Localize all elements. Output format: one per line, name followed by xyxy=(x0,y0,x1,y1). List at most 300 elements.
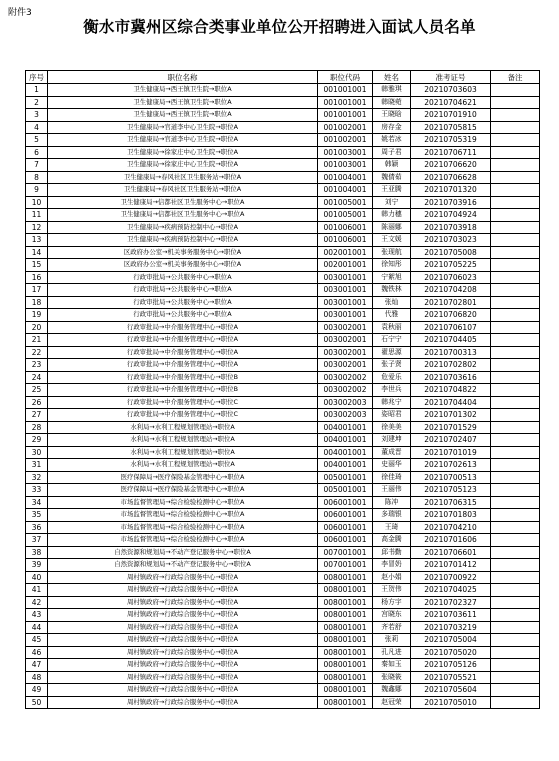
table-header-row xyxy=(26,71,540,84)
cell-ticket-number: 20210706628 xyxy=(411,171,491,184)
cell-position: 卫生健康局→疾病预防控制中心→职位A xyxy=(48,234,318,247)
cell-index: 42 xyxy=(26,596,48,609)
cell-index: 19 xyxy=(26,309,48,322)
cell-position: 行政审批局→公共服务中心→职位A xyxy=(48,271,318,284)
cell-ticket-number: 20210705815 xyxy=(411,121,491,134)
cell-name: 代雅 xyxy=(373,309,411,322)
cell-remarks xyxy=(491,371,540,384)
cell-remarks xyxy=(491,134,540,147)
cell-remarks xyxy=(491,171,540,184)
table-row xyxy=(26,146,540,159)
cell-position: 周村镇政府→行政综合服务中心→职位A xyxy=(48,659,318,672)
cell-position-code: 008001001 xyxy=(318,621,373,634)
cell-position: 周村镇政府→行政综合服务中心→职位A xyxy=(48,646,318,659)
cell-position-code: 003001001 xyxy=(318,296,373,309)
cell-ticket-number: 20210703616 xyxy=(411,371,491,384)
cell-ticket-number: 20210704208 xyxy=(411,284,491,297)
cell-position: 卫生健康局→徐家庄中心卫生院→职位A xyxy=(48,159,318,172)
cell-index: 16 xyxy=(26,271,48,284)
cell-position-code: 002001001 xyxy=(318,246,373,259)
cell-ticket-number: 20210705123 xyxy=(411,484,491,497)
header-name: 姓名 xyxy=(373,71,411,84)
cell-ticket-number: 20210700513 xyxy=(411,471,491,484)
cell-position-code: 008001001 xyxy=(318,646,373,659)
table-row xyxy=(26,434,540,447)
cell-index: 20 xyxy=(26,321,48,334)
cell-position-code: 006001001 xyxy=(318,496,373,509)
table-row xyxy=(26,659,540,672)
cell-name: 韩兆宁 xyxy=(373,396,411,409)
cell-name: 徐佳琦 xyxy=(373,471,411,484)
table-row xyxy=(26,459,540,472)
cell-ticket-number: 20210703611 xyxy=(411,609,491,622)
cell-ticket-number: 20210705604 xyxy=(411,684,491,697)
cell-position: 市场监督管理局→综合检验检测中心→职位A xyxy=(48,509,318,522)
cell-name: 宫晓东 xyxy=(373,609,411,622)
cell-ticket-number: 20210705521 xyxy=(411,671,491,684)
table-row xyxy=(26,84,540,97)
cell-index: 6 xyxy=(26,146,48,159)
cell-name: 陈冲 xyxy=(373,496,411,509)
table-row xyxy=(26,309,540,322)
cell-ticket-number: 20210704621 xyxy=(411,96,491,109)
cell-position-code: 001003001 xyxy=(318,159,373,172)
cell-position-code: 003002002 xyxy=(318,384,373,397)
cell-index: 13 xyxy=(26,234,48,247)
cell-position: 周村镇政府→行政综合服务中心→职位A xyxy=(48,696,318,709)
cell-ticket-number: 20210701529 xyxy=(411,421,491,434)
cell-remarks xyxy=(491,334,540,347)
cell-position: 卫生健康局→信都社区卫生服务中心→职位A xyxy=(48,209,318,222)
cell-position-code: 003001001 xyxy=(318,309,373,322)
cell-position-code: 008001001 xyxy=(318,696,373,709)
cell-position: 市场监督管理局→综合检验检测中心→职位A xyxy=(48,496,318,509)
cell-ticket-number: 20210703023 xyxy=(411,234,491,247)
cell-ticket-number: 20210704405 xyxy=(411,334,491,347)
cell-position: 区政府办公室→机关事务服务中心→职位A xyxy=(48,246,318,259)
cell-name: 魏铁林 xyxy=(373,284,411,297)
cell-position: 区政府办公室→机关事务服务中心→职位A xyxy=(48,259,318,272)
cell-remarks xyxy=(491,109,540,122)
cell-index: 17 xyxy=(26,284,48,297)
table-row xyxy=(26,521,540,534)
cell-index: 30 xyxy=(26,446,48,459)
cell-ticket-number: 20210704822 xyxy=(411,384,491,397)
cell-position: 行政审批局→中介服务管理中心→职位C xyxy=(48,409,318,422)
cell-ticket-number: 20210705319 xyxy=(411,134,491,147)
cell-position-code: 003001001 xyxy=(318,284,373,297)
cell-position: 医疗保障局→医疗保险基金管理中心→职位A xyxy=(48,471,318,484)
cell-name: 王琦 xyxy=(373,521,411,534)
cell-remarks xyxy=(491,434,540,447)
cell-remarks xyxy=(491,696,540,709)
table-row xyxy=(26,646,540,659)
cell-remarks xyxy=(491,559,540,572)
cell-ticket-number: 20210706620 xyxy=(411,159,491,172)
cell-remarks xyxy=(491,684,540,697)
cell-remarks xyxy=(491,571,540,584)
table-row xyxy=(26,334,540,347)
table-row xyxy=(26,121,540,134)
cell-position: 卫生健康局→官道李中心卫生院→职位A xyxy=(48,121,318,134)
cell-position: 行政审批局→中介服务管理中心→职位A xyxy=(48,359,318,372)
cell-index: 31 xyxy=(26,459,48,472)
cell-position-code: 004001001 xyxy=(318,434,373,447)
cell-ticket-number: 20210702407 xyxy=(411,434,491,447)
cell-position-code: 006001001 xyxy=(318,521,373,534)
cell-name: 宁絮旭 xyxy=(373,271,411,284)
cell-index: 49 xyxy=(26,684,48,697)
cell-position: 行政审批局→公共服务中心→职位A xyxy=(48,309,318,322)
cell-remarks xyxy=(491,184,540,197)
cell-name: 王晓晗 xyxy=(373,109,411,122)
cell-position-code: 003002001 xyxy=(318,321,373,334)
cell-remarks xyxy=(491,384,540,397)
cell-name: 危爱乐 xyxy=(373,371,411,384)
cell-name: 张现航 xyxy=(373,246,411,259)
cell-remarks xyxy=(491,621,540,634)
cell-remarks xyxy=(491,646,540,659)
table-row xyxy=(26,346,540,359)
cell-position-code: 003001001 xyxy=(318,271,373,284)
cell-index: 41 xyxy=(26,584,48,597)
table-row xyxy=(26,396,540,409)
table-row xyxy=(26,209,540,222)
cell-position: 行政审批局→中介服务管理中心→职位A xyxy=(48,346,318,359)
cell-position: 卫生健康局→徐家庄中心卫生院→职位A xyxy=(48,146,318,159)
cell-remarks xyxy=(491,421,540,434)
cell-index: 15 xyxy=(26,259,48,272)
cell-position: 水利局→水利工程规划管理站→职位A xyxy=(48,421,318,434)
cell-position-code: 007001001 xyxy=(318,559,373,572)
cell-position-code: 008001001 xyxy=(318,684,373,697)
cell-ticket-number: 20210705004 xyxy=(411,634,491,647)
cell-position: 周村镇政府→行政综合服务中心→职位A xyxy=(48,596,318,609)
cell-position-code: 004001001 xyxy=(318,421,373,434)
cell-index: 32 xyxy=(26,471,48,484)
cell-position: 行政审批局→中介服务管理中心→职位A xyxy=(48,334,318,347)
cell-remarks xyxy=(491,284,540,297)
cell-remarks xyxy=(491,596,540,609)
cell-index: 10 xyxy=(26,196,48,209)
cell-name: 韩雅琪 xyxy=(373,84,411,97)
table-row xyxy=(26,259,540,272)
cell-ticket-number: 20210705020 xyxy=(411,646,491,659)
cell-name: 魏倩茹 xyxy=(373,171,411,184)
cell-ticket-number: 20210701320 xyxy=(411,184,491,197)
cell-position: 行政审批局→中介服务管理中心→职位A xyxy=(48,321,318,334)
cell-ticket-number: 20210703918 xyxy=(411,221,491,234)
table-row xyxy=(26,134,540,147)
cell-position: 卫生健康局→西王镇卫生院→职位A xyxy=(48,96,318,109)
table-row xyxy=(26,696,540,709)
table-row xyxy=(26,609,540,622)
cell-position-code: 005001001 xyxy=(318,471,373,484)
cell-index: 38 xyxy=(26,546,48,559)
cell-position-code: 001006001 xyxy=(318,221,373,234)
cell-ticket-number: 20210706711 xyxy=(411,146,491,159)
cell-index: 44 xyxy=(26,621,48,634)
cell-remarks xyxy=(491,671,540,684)
cell-remarks xyxy=(491,246,540,259)
cell-remarks xyxy=(491,496,540,509)
cell-remarks xyxy=(491,296,540,309)
cell-index: 36 xyxy=(26,521,48,534)
cell-ticket-number: 20210701019 xyxy=(411,446,491,459)
table-row xyxy=(26,571,540,584)
cell-position-code: 003002001 xyxy=(318,346,373,359)
cell-remarks xyxy=(491,196,540,209)
table-row xyxy=(26,621,540,634)
cell-position-code: 001005001 xyxy=(318,209,373,222)
cell-remarks xyxy=(491,634,540,647)
cell-remarks xyxy=(491,359,540,372)
cell-name: 刘宁 xyxy=(373,196,411,209)
cell-position: 自然资源和规划局→不动产登记服务中心→职位A xyxy=(48,559,318,572)
cell-position: 市场监督管理局→综合检验检测中心→职位A xyxy=(48,521,318,534)
cell-name: 董成晋 xyxy=(373,446,411,459)
cell-name: 高金腾 xyxy=(373,534,411,547)
cell-remarks xyxy=(491,409,540,422)
cell-ticket-number: 20210701302 xyxy=(411,409,491,422)
cell-remarks xyxy=(491,584,540,597)
cell-position: 自然资源和规划局→不动产登记服务中心→职位A xyxy=(48,546,318,559)
table-row xyxy=(26,534,540,547)
cell-position: 卫生健康局→官道李中心卫生院→职位A xyxy=(48,134,318,147)
table-row xyxy=(26,359,540,372)
cell-position: 行政审批局→中介服务管理中心→职位C xyxy=(48,396,318,409)
cell-index: 11 xyxy=(26,209,48,222)
cell-index: 40 xyxy=(26,571,48,584)
cell-name: 房存金 xyxy=(373,121,411,134)
table-row xyxy=(26,446,540,459)
annex-label: 附件3 xyxy=(8,8,32,18)
cell-position: 周村镇政府→行政综合服务中心→职位A xyxy=(48,671,318,684)
header-position: 职位名称 xyxy=(48,71,318,84)
cell-name: 徐知彤 xyxy=(373,259,411,272)
cell-position-code: 001004001 xyxy=(318,184,373,197)
header-ticket-number: 准考证号 xyxy=(411,71,491,84)
table-row xyxy=(26,409,540,422)
cell-position-code: 008001001 xyxy=(318,609,373,622)
cell-position-code: 001004001 xyxy=(318,171,373,184)
cell-position-code: 003002003 xyxy=(318,396,373,409)
cell-name: 韩力穗 xyxy=(373,209,411,222)
cell-index: 12 xyxy=(26,221,48,234)
cell-position: 医疗保障局→医疗保险基金管理中心→职位A xyxy=(48,484,318,497)
cell-remarks xyxy=(491,346,540,359)
cell-remarks xyxy=(491,396,540,409)
cell-position: 周村镇政府→行政综合服务中心→职位A xyxy=(48,609,318,622)
cell-position-code: 008001001 xyxy=(318,634,373,647)
table-row xyxy=(26,559,540,572)
cell-position-code: 008001001 xyxy=(318,571,373,584)
cell-position-code: 001001001 xyxy=(318,109,373,122)
cell-position: 行政审批局→公共服务中心→职位A xyxy=(48,296,318,309)
cell-ticket-number: 20210705126 xyxy=(411,659,491,672)
cell-index: 33 xyxy=(26,484,48,497)
table-row xyxy=(26,584,540,597)
cell-name: 张莉 xyxy=(373,634,411,647)
cell-position: 周村镇政府→行政综合服务中心→职位A xyxy=(48,621,318,634)
cell-index: 48 xyxy=(26,671,48,684)
table-row xyxy=(26,296,540,309)
cell-ticket-number: 20210703603 xyxy=(411,84,491,97)
cell-name: 李冒奶 xyxy=(373,559,411,572)
cell-remarks xyxy=(491,546,540,559)
cell-remarks xyxy=(491,521,540,534)
cell-ticket-number: 20210706023 xyxy=(411,271,491,284)
cell-remarks xyxy=(491,321,540,334)
cell-name: 周子君 xyxy=(373,146,411,159)
cell-name: 韩颖 xyxy=(373,159,411,172)
cell-position-code: 007001001 xyxy=(318,546,373,559)
cell-name: 赵冠荣 xyxy=(373,696,411,709)
cell-name: 邱书勤 xyxy=(373,546,411,559)
table-row xyxy=(26,596,540,609)
table-row xyxy=(26,109,540,122)
cell-name: 齐若舒 xyxy=(373,621,411,634)
cell-name: 王文媛 xyxy=(373,234,411,247)
cell-name: 陈丽娜 xyxy=(373,221,411,234)
cell-name: 韩晓菀 xyxy=(373,96,411,109)
cell-remarks xyxy=(491,221,540,234)
cell-position-code: 001003001 xyxy=(318,146,373,159)
table-row xyxy=(26,271,540,284)
cell-name: 徐美美 xyxy=(373,421,411,434)
cell-position-code: 008001001 xyxy=(318,659,373,672)
cell-name: 姿昭君 xyxy=(373,409,411,422)
cell-name: 王贺伟 xyxy=(373,584,411,597)
table-row xyxy=(26,496,540,509)
cell-position-code: 003002001 xyxy=(318,334,373,347)
table-row xyxy=(26,159,540,172)
cell-position-code: 003002003 xyxy=(318,409,373,422)
cell-remarks xyxy=(491,446,540,459)
cell-position: 周村镇政府→行政综合服务中心→职位A xyxy=(48,571,318,584)
cell-remarks xyxy=(491,259,540,272)
table-row xyxy=(26,234,540,247)
cell-position-code: 002001001 xyxy=(318,259,373,272)
cell-name: 秦如玉 xyxy=(373,659,411,672)
cell-position: 行政审批局→公共服务中心→职位A xyxy=(48,284,318,297)
cell-remarks xyxy=(491,209,540,222)
cell-name: 赵小娟 xyxy=(373,571,411,584)
cell-ticket-number: 20210705225 xyxy=(411,259,491,272)
table-row xyxy=(26,196,540,209)
cell-name: 李世兵 xyxy=(373,384,411,397)
cell-ticket-number: 20210701412 xyxy=(411,559,491,572)
cell-index: 21 xyxy=(26,334,48,347)
cell-ticket-number: 20210700922 xyxy=(411,571,491,584)
cell-index: 14 xyxy=(26,246,48,259)
cell-remarks xyxy=(491,471,540,484)
table-row xyxy=(26,484,540,497)
table-row xyxy=(26,471,540,484)
cell-index: 28 xyxy=(26,421,48,434)
cell-index: 47 xyxy=(26,659,48,672)
cell-name: 刘建坤 xyxy=(373,434,411,447)
cell-index: 25 xyxy=(26,384,48,397)
cell-index: 9 xyxy=(26,184,48,197)
cell-position: 卫生健康局→信都社区卫生服务中心→职位A xyxy=(48,196,318,209)
cell-name: 魏鑫娜 xyxy=(373,684,411,697)
cell-position: 周村镇政府→行政综合服务中心→职位A xyxy=(48,634,318,647)
table-row xyxy=(26,671,540,684)
table-row xyxy=(26,546,540,559)
cell-ticket-number: 20210702613 xyxy=(411,459,491,472)
cell-ticket-number: 20210704210 xyxy=(411,521,491,534)
cell-ticket-number: 20210705010 xyxy=(411,696,491,709)
cell-ticket-number: 20210706820 xyxy=(411,309,491,322)
cell-position: 卫生健康局→春风社区卫生服务站→职位A xyxy=(48,184,318,197)
cell-ticket-number: 20210700313 xyxy=(411,346,491,359)
cell-index: 50 xyxy=(26,696,48,709)
cell-index: 35 xyxy=(26,509,48,522)
cell-position: 卫生健康局→西王镇卫生院→职位A xyxy=(48,84,318,97)
cell-name: 史丽华 xyxy=(373,459,411,472)
cell-ticket-number: 20210701803 xyxy=(411,509,491,522)
cell-index: 23 xyxy=(26,359,48,372)
cell-ticket-number: 20210705008 xyxy=(411,246,491,259)
cell-index: 4 xyxy=(26,121,48,134)
cell-remarks xyxy=(491,159,540,172)
cell-position-code: 003002002 xyxy=(318,371,373,384)
cell-remarks xyxy=(491,84,540,97)
cell-ticket-number: 20210703916 xyxy=(411,196,491,209)
table-row xyxy=(26,321,540,334)
cell-index: 37 xyxy=(26,534,48,547)
cell-name: 姚若冰 xyxy=(373,134,411,147)
cell-index: 18 xyxy=(26,296,48,309)
cell-name: 张子贤 xyxy=(373,359,411,372)
cell-remarks xyxy=(491,509,540,522)
cell-index: 39 xyxy=(26,559,48,572)
table-row xyxy=(26,684,540,697)
cell-index: 8 xyxy=(26,171,48,184)
document-title: 衡水市冀州区综合类事业单位公开招聘进入面试人员名单 xyxy=(83,18,476,36)
cell-position-code: 004001001 xyxy=(318,446,373,459)
cell-ticket-number: 20210702801 xyxy=(411,296,491,309)
cell-index: 43 xyxy=(26,609,48,622)
cell-index: 1 xyxy=(26,84,48,97)
table-row xyxy=(26,221,540,234)
cell-name: 孔凡进 xyxy=(373,646,411,659)
cell-ticket-number: 20210704924 xyxy=(411,209,491,222)
cell-name: 翟思源 xyxy=(373,346,411,359)
table-row xyxy=(26,634,540,647)
cell-position-code: 001002001 xyxy=(318,121,373,134)
cell-position-code: 005001001 xyxy=(318,484,373,497)
cell-name: 王亚腾 xyxy=(373,184,411,197)
cell-position: 市场监督管理局→综合检验检测中心→职位A xyxy=(48,534,318,547)
cell-position: 卫生健康局→春风社区卫生服务站→职位A xyxy=(48,171,318,184)
table-row xyxy=(26,171,540,184)
cell-remarks xyxy=(491,609,540,622)
cell-remarks xyxy=(491,659,540,672)
table-row xyxy=(26,384,540,397)
table-row xyxy=(26,184,540,197)
cell-index: 24 xyxy=(26,371,48,384)
cell-name: 王丽伟 xyxy=(373,484,411,497)
cell-position-code: 008001001 xyxy=(318,596,373,609)
cell-index: 26 xyxy=(26,396,48,409)
cell-ticket-number: 20210704404 xyxy=(411,396,491,409)
cell-index: 22 xyxy=(26,346,48,359)
cell-position-code: 006001001 xyxy=(318,509,373,522)
cell-index: 46 xyxy=(26,646,48,659)
cell-position-code: 008001001 xyxy=(318,671,373,684)
